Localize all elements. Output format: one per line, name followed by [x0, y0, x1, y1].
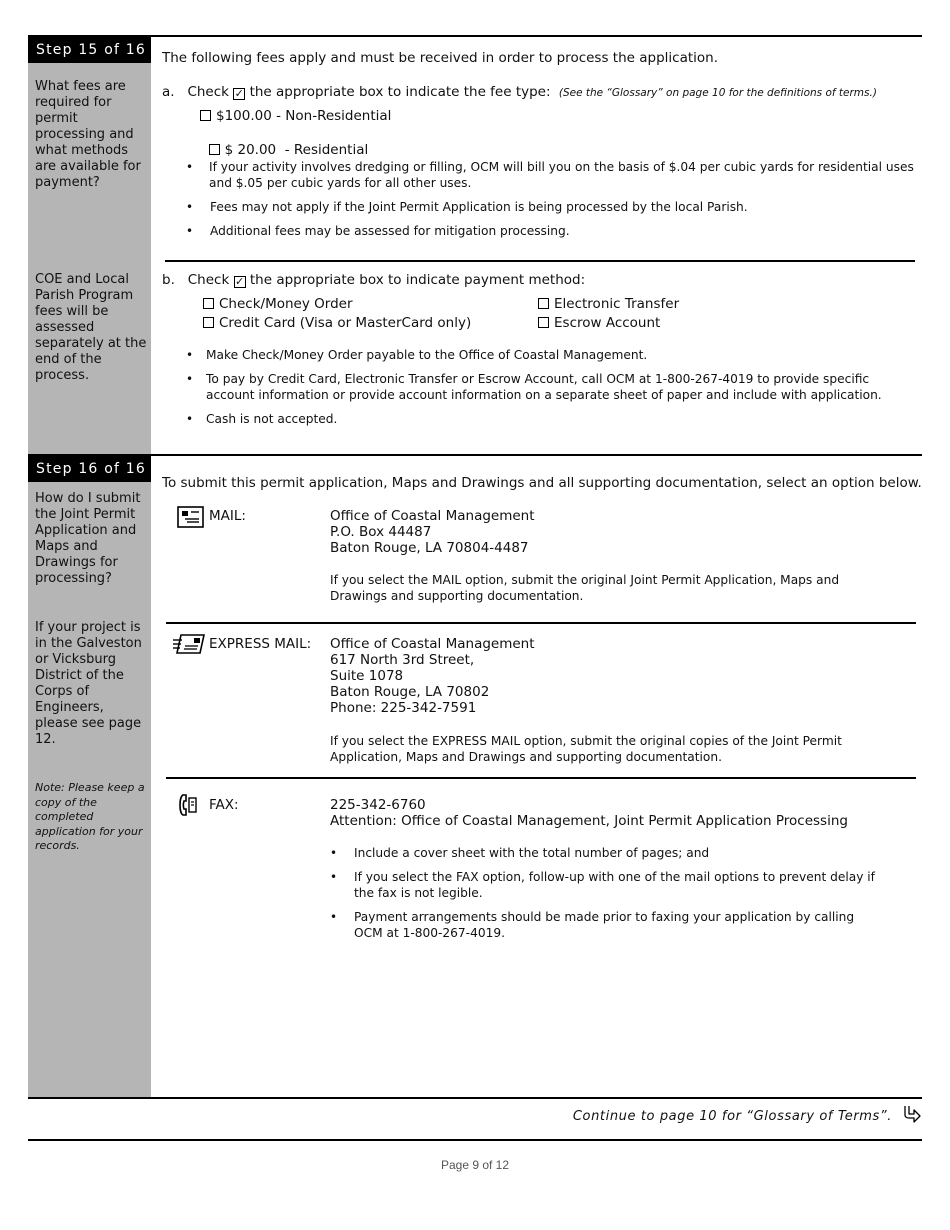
part-a-prefix: a. — [162, 84, 175, 100]
part-divider — [165, 260, 915, 262]
bullet-icon: • — [186, 224, 194, 238]
footer-rule — [28, 1139, 922, 1141]
fax-phone-icon — [178, 793, 198, 817]
fax-number: 225-342-6760 — [330, 797, 426, 813]
fee-bullet-dredging: If your activity involves dredging or filling, OCM will bill you on the basis of $.04 per cubic yards for residential uses and $.05 per cubic yards for all other uses. — [209, 160, 914, 190]
payment-option-label: Electronic Transfer — [554, 296, 680, 312]
option-divider — [166, 777, 916, 779]
fee-option-non-residential[interactable] — [200, 108, 391, 124]
fee-bullet-parish: Fees may not apply if the Joint Permit Application is being processed by the local Parish. — [210, 200, 748, 214]
mail-address-line: Baton Rouge, LA 70804-4487 — [330, 540, 529, 556]
step16-intro: To submit this permit application, Maps and Drawings and all supporting documentation, select an option below. — [162, 475, 922, 491]
express-mail-label: EXPRESS MAIL: — [209, 636, 312, 652]
fax-attention: Attention: Office of Coastal Management, Joint Permit Application Processing — [330, 813, 848, 829]
bullet-icon: • — [186, 200, 194, 214]
continue-note: Continue to page 10 for “Glossary of Terms”. — [572, 1109, 892, 1124]
step15-side-note: COE and Local Parish Program fees will be assessed separately at the end of the process. — [35, 272, 147, 383]
express-address-line: Office of Coastal Management — [330, 636, 535, 652]
fax-bullet-payment: Payment arrangements should be made prior to faxing your application by calling OCM at 1-800-267-4019. — [354, 910, 855, 940]
bullet-icon: • — [186, 412, 194, 426]
step15-intro: The following fees apply and must be received in order to process the application. — [162, 50, 718, 66]
payment-option-electronic[interactable] — [538, 296, 679, 312]
mail-address-line: P.O. Box 44487 — [330, 524, 432, 540]
fax-bullet-follow-up: If you select the FAX option, follow-up with one of the mail options to prevent delay if the fax is not legible. — [354, 870, 875, 900]
fee-bullet-mitigation: Additional fees may be assessed for mitigation processing. — [210, 224, 570, 238]
express-phone: Phone: 225-342-7591 — [330, 700, 477, 716]
express-address-line: Baton Rouge, LA 70802 — [330, 684, 490, 700]
fee-option-label: $100.00 - Non-Residential — [216, 108, 392, 124]
payment-option-label: Credit Card (Visa or MasterCard only) — [219, 315, 472, 331]
checkbox-credit-card[interactable] — [203, 317, 214, 328]
express-note: If you select the EXPRESS MAIL option, submit the original copies of the Joint Permit Application, Maps and Drawings and supporting documentation. — [330, 734, 842, 764]
step16-header: Step 16 of 16 — [28, 456, 151, 482]
payment-option-check[interactable] — [203, 296, 353, 312]
mail-envelope-icon — [177, 506, 204, 528]
mail-note: If you select the MAIL option, submit the original Joint Permit Application, Maps and Drawings and supporting documentation. — [330, 573, 840, 603]
bullet-icon: • — [330, 846, 338, 860]
step15-header: Step 15 of 16 — [28, 37, 151, 63]
payment-bullet-payable: Make Check/Money Order payable to the Office of Coastal Management. — [206, 348, 648, 362]
bullet-icon: • — [186, 372, 194, 386]
top-rule — [28, 35, 922, 37]
step16-side-question: How do I submit the Joint Permit Application and Maps and Drawings for processing? — [35, 491, 141, 586]
page-number: Page 9 of 12 — [440, 1158, 510, 1172]
fee-type-instruction — [162, 84, 922, 101]
checkbox-check-money-order[interactable] — [203, 298, 214, 309]
express-mail-icon — [173, 633, 205, 655]
mail-label: MAIL: — [209, 508, 246, 524]
payment-option-credit-card[interactable] — [203, 315, 471, 331]
step16-side-info: If your project is in the Galveston or Vicksburg District of the Corps of Engineers, please see page 12. — [35, 620, 142, 747]
checkmark-box-icon: ✓ — [234, 275, 245, 288]
fee-option-label: $ 20.00 - Residential — [224, 142, 369, 158]
payment-bullet-cash: Cash is not accepted. — [206, 412, 338, 426]
bullet-icon: • — [330, 870, 338, 884]
checkmark-box-icon: ✓ — [234, 87, 244, 100]
mail-address-line: Office of Coastal Management — [330, 508, 535, 524]
checkbox-electronic-transfer[interactable] — [538, 298, 549, 309]
part-a-check-word: Check — [187, 84, 229, 100]
payment-bullet-call-ocm: To pay by Credit Card, Electronic Transfer or Escrow Account, call OCM at 1-800-267-4019 to provide specific account information or provide account information on a separate sheet of paper and include with application. — [206, 372, 882, 402]
part-b-text: the appropriate box to indicate payment method: — [249, 272, 586, 288]
bottom-rule — [28, 1097, 922, 1099]
payment-option-escrow[interactable] — [538, 315, 660, 331]
continue-arrow-icon[interactable] — [902, 1104, 922, 1124]
checkbox-non-residential[interactable] — [200, 110, 211, 121]
checkbox-escrow-account[interactable] — [538, 317, 549, 328]
payment-option-label: Escrow Account — [554, 315, 661, 331]
part-b-prefix: b. — [162, 272, 175, 288]
step15-side-question: What fees are required for permit processing and what methods are available for payment? — [35, 79, 141, 190]
bullet-icon: • — [330, 910, 338, 924]
step16-side-note: Note: Please keep a copy of the completed application for your records. — [35, 781, 145, 852]
part-b-check-word: Check — [187, 272, 230, 288]
part-a-text: the appropriate box to indicate the fee type: — [249, 84, 551, 100]
glossary-note: (See the “Glossary” on page 10 for the definitions of terms.) — [558, 87, 877, 99]
fax-label: FAX: — [209, 797, 239, 813]
payment-option-label: Check/Money Order — [219, 296, 353, 312]
step-divider — [28, 454, 922, 456]
bullet-icon: • — [186, 160, 194, 174]
option-divider — [166, 622, 916, 624]
fee-option-residential[interactable] — [200, 126, 368, 158]
checkbox-residential[interactable] — [209, 144, 220, 155]
fax-bullet-cover-sheet: Include a cover sheet with the total number of pages; and — [354, 846, 710, 860]
payment-method-instruction — [162, 272, 922, 288]
express-address-line: 617 North 3rd Street, — [330, 652, 475, 668]
bullet-icon: • — [186, 348, 194, 362]
express-address-line: Suite 1078 — [330, 668, 404, 684]
